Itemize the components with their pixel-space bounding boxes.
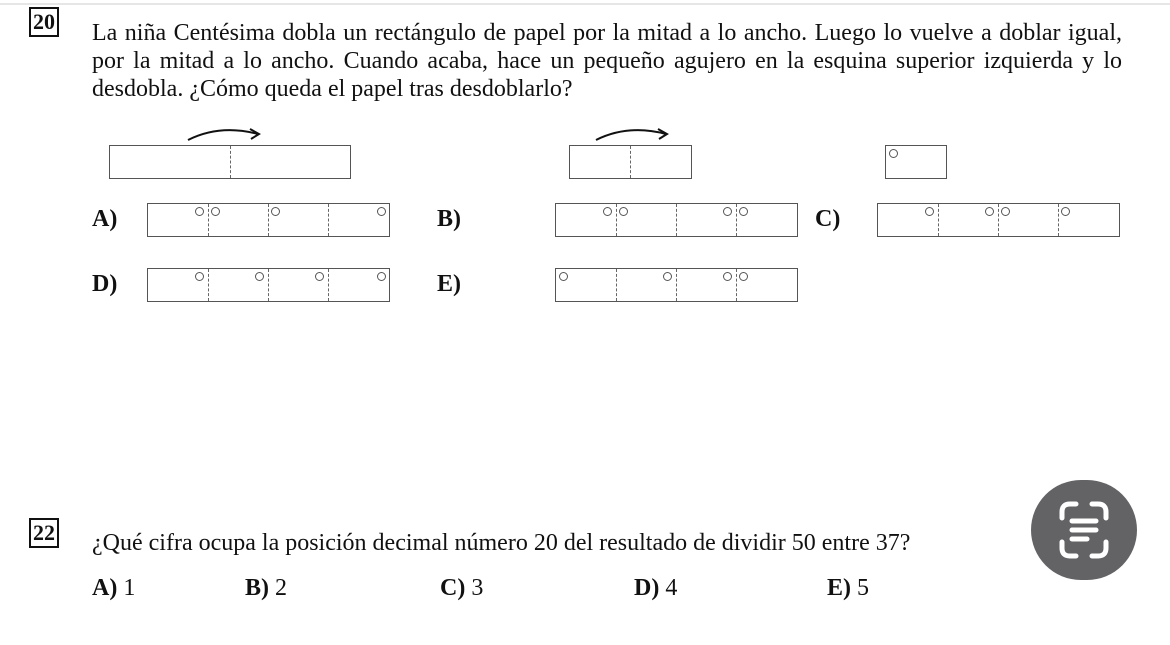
fold-line <box>736 269 737 301</box>
fold-line <box>736 204 737 236</box>
hole-mark <box>723 272 732 281</box>
top-divider <box>0 3 1170 5</box>
fold-line <box>328 204 329 236</box>
hole-mark <box>377 207 386 216</box>
fold-line <box>616 204 617 236</box>
hole-mark <box>195 272 204 281</box>
fold-line <box>938 204 939 236</box>
answer-option-b[interactable] <box>245 574 287 602</box>
answer-option-a[interactable] <box>92 574 135 602</box>
hole-mark <box>603 207 612 216</box>
answer-label: A) <box>92 575 118 601</box>
hole-mark <box>663 272 672 281</box>
hole-mark <box>1001 207 1010 216</box>
answer-label: D) <box>634 575 660 601</box>
fold-line <box>328 269 329 301</box>
option-d-label: D) <box>92 271 118 297</box>
paper-folded-once <box>569 145 692 179</box>
hole-mark <box>211 207 220 216</box>
hole-mark <box>985 207 994 216</box>
fold-line <box>616 269 617 301</box>
fold-line <box>208 269 209 301</box>
paper-folded-twice <box>885 145 947 179</box>
question-number-22: 22 <box>29 518 59 548</box>
answer-value: 1 <box>123 575 136 601</box>
hole-mark <box>377 272 386 281</box>
paper-unfolded <box>109 145 351 179</box>
answer-option-c[interactable] <box>440 574 483 602</box>
text-scan-button[interactable] <box>1031 480 1137 580</box>
curved-arrow-icon <box>594 126 674 144</box>
answer-label: C) <box>440 575 466 601</box>
option-c-strip[interactable] <box>877 203 1120 237</box>
text-scan-icon <box>1031 480 1137 580</box>
fold-line <box>1058 204 1059 236</box>
fold-line <box>998 204 999 236</box>
fold-line <box>268 269 269 301</box>
option-b-label: B) <box>437 206 461 232</box>
answer-value: 3 <box>471 575 484 601</box>
option-a-label: A) <box>92 206 118 232</box>
hole-mark <box>739 272 748 281</box>
question-20-text: La niña Centésima dobla un rectángulo de papel por la mitad a lo ancho. Luego lo vuelve a doblar igual, por la mitad a lo ancho. Cuando acaba, hace un pequeño agujero en la esquina superior izquierda y lo desdobla. ¿Cómo queda el papel tras desdoblarlo? <box>92 20 1122 102</box>
option-b-strip[interactable] <box>555 203 798 237</box>
hole-mark <box>889 149 898 158</box>
option-e-strip[interactable] <box>555 268 798 302</box>
answer-option-d[interactable] <box>634 574 677 602</box>
hole-mark <box>739 207 748 216</box>
hole-mark <box>723 207 732 216</box>
fold-line <box>208 204 209 236</box>
fold-line <box>676 204 677 236</box>
hole-mark <box>619 207 628 216</box>
question-22-text: ¿Qué cifra ocupa la posición decimal número 20 del resultado de dividir 50 entre 37? <box>92 530 911 556</box>
hole-mark <box>1061 207 1070 216</box>
hole-mark <box>255 272 264 281</box>
hole-mark <box>315 272 324 281</box>
hole-mark <box>559 272 568 281</box>
question-number-20: 20 <box>29 7 59 37</box>
curved-arrow-icon <box>186 126 266 144</box>
hole-mark <box>195 207 204 216</box>
option-c-label: C) <box>815 206 841 232</box>
option-e-label: E) <box>437 271 461 297</box>
fold-line <box>268 204 269 236</box>
fold-line <box>630 146 631 178</box>
hole-mark <box>925 207 934 216</box>
answer-option-e[interactable] <box>827 574 869 602</box>
answer-label: B) <box>245 575 269 601</box>
fold-line <box>676 269 677 301</box>
option-d-strip[interactable] <box>147 268 390 302</box>
answer-label: E) <box>827 575 851 601</box>
fold-line <box>230 146 231 178</box>
answer-value: 4 <box>665 575 678 601</box>
answer-value: 2 <box>275 575 287 601</box>
answer-value: 5 <box>857 575 869 601</box>
hole-mark <box>271 207 280 216</box>
option-a-strip[interactable] <box>147 203 390 237</box>
